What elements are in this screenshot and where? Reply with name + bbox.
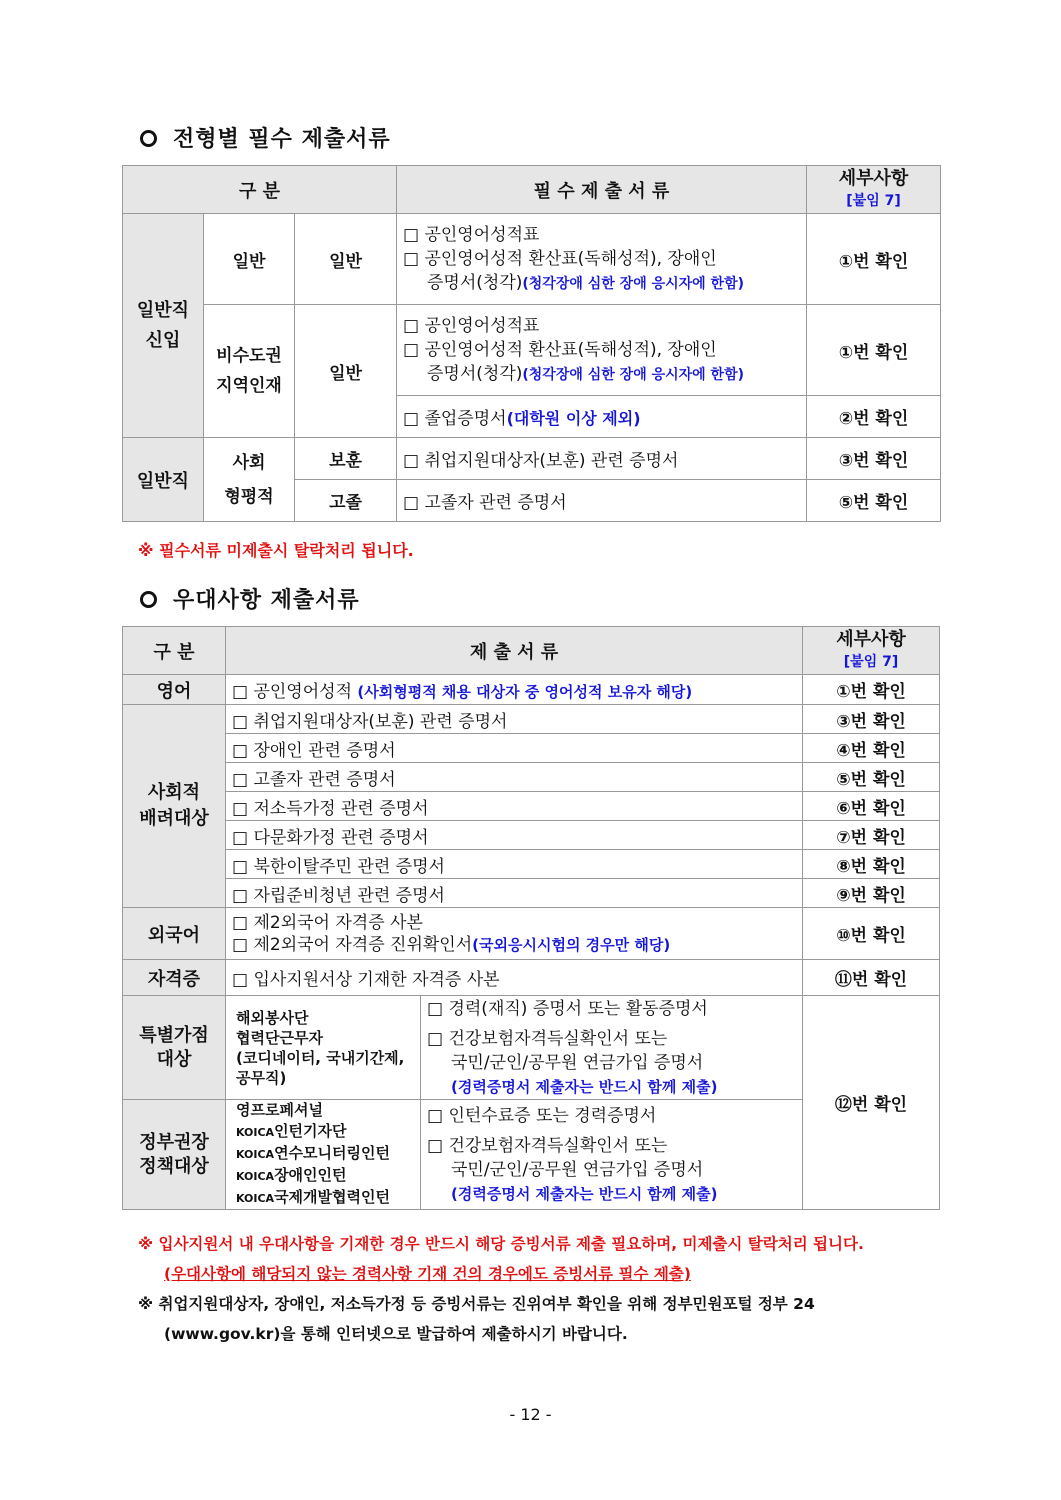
row5-sub2: 고졸 [295, 480, 397, 522]
circle-bullet-icon [140, 591, 157, 608]
social-detail: ⑤번 확인 [803, 763, 940, 792]
social-detail: ⑥번 확인 [803, 792, 940, 821]
social-detail: ⑧번 확인 [803, 850, 940, 879]
social-detail: ⑦번 확인 [803, 821, 940, 850]
row1-sub1: 일반 [204, 214, 295, 305]
social-doc: □ 저소득가정 관련 증명서 [226, 792, 803, 821]
social-doc: □ 고졸자 관련 증명서 [226, 763, 803, 792]
english-docs: □ 공인영어성적 (사회형평적 채용 대상자 중 영어성적 보유자 해당) [226, 675, 803, 705]
license-docs: □ 입사지원서상 기재한 자격증 사본 [226, 960, 803, 996]
special-sub: 해외봉사단 협력단근무자 (코디네이터, 국내기간제, 공무직) [226, 996, 421, 1100]
row4-docs: □ 취업지원대상자(보훈) 관련 증명서 [397, 438, 807, 480]
section2-note2: ※ 취업지원대상자, 장애인, 저소득가정 등 증빙서류는 진위여부 확인을 위해 정부민원포털 정부 24 [138, 1295, 815, 1313]
row2-docs: □ 공인영어성적표 □ 공인영어성적 환산표(독해성적), 장애인 증명서(청각)(청각장애 심한 장애 응시자에 한함) [397, 305, 807, 396]
group-general-new: 일반직 신입 [123, 214, 204, 438]
row1-sub2: 일반 [295, 214, 397, 305]
section2-note2b: (www.gov.kr)을 통해 인터넷으로 발급하여 제출하시기 바랍니다. [164, 1325, 628, 1343]
row4-sub2: 보훈 [295, 438, 397, 480]
header-docs: 필 수 제 출 서 류 [397, 166, 807, 214]
header2-category: 구 분 [123, 627, 226, 675]
license-detail: ⑪번 확인 [803, 960, 940, 996]
required-docs-table [122, 165, 941, 522]
section1-title: 전형별 필수 제출서류 [140, 122, 391, 153]
row4-detail: ③번 확인 [807, 438, 941, 480]
header2-detail: 세부사항 [붙임 7] [803, 627, 940, 675]
header2-docs: 제 출 서 류 [226, 627, 803, 675]
section1-note: ※ 필수서류 미제출시 탈락처리 됩니다. [138, 541, 414, 560]
social-detail: ④번 확인 [803, 734, 940, 763]
foreign-label: 외국어 [123, 908, 226, 960]
english-detail: ①번 확인 [803, 675, 940, 705]
social-doc: □ 취업지원대상자(보훈) 관련 증명서 [226, 705, 803, 734]
header-category: 구 분 [123, 166, 397, 214]
row5-docs: □ 고졸자 관련 증명서 [397, 480, 807, 522]
english-label: 영어 [123, 675, 226, 705]
gov-sub: 영프로페셔널 KOICA인턴기자단 KOICA연수모니터링인턴 KOICA장애인인턴 KOICA국제개발협력인턴 [226, 1100, 421, 1210]
row5-detail: ⑤번 확인 [807, 480, 941, 522]
special-detail: ⑫번 확인 [803, 996, 940, 1210]
gov-label: 정부권장 정책대상 [123, 1100, 226, 1210]
row2-sub1: 비수도권 지역인재 [204, 305, 295, 438]
social-label: 사회적 배려대상 [123, 705, 226, 908]
social-detail: ⑨번 확인 [803, 879, 940, 908]
header-detail: 세부사항 [붙임 7] [807, 166, 941, 214]
special-docs: □ 경력(재직) 증명서 또는 활동증명서 □ 건강보험자격득실확인서 또는 국민/군인/공무원 연금가입 증명서 (경력증명서 제출자는 반드시 함께 제출) [421, 996, 803, 1100]
social-doc: □ 자립준비청년 관련 증명서 [226, 879, 803, 908]
row3-docs: □ 졸업증명서(대학원 이상 제외) [397, 396, 807, 438]
preference-docs-table [122, 626, 940, 1210]
row2-detail: ①번 확인 [807, 305, 941, 396]
special-label: 특별가점 대상 [123, 996, 226, 1100]
social-doc: □ 장애인 관련 증명서 [226, 734, 803, 763]
social-doc: □ 다문화가정 관련 증명서 [226, 821, 803, 850]
circle-bullet-icon [140, 130, 157, 147]
foreign-docs: □ 제2외국어 자격증 사본 □ 제2외국어 자격증 진위확인서(국외응시시험의 경우만 해당) [226, 908, 803, 960]
social-detail: ③번 확인 [803, 705, 940, 734]
license-label: 자격증 [123, 960, 226, 996]
section2-note1b: (우대사항에 해당되지 않는 경력사항 기재 건의 경우에도 증빙서류 필수 제출) [164, 1265, 691, 1283]
gov-docs: □ 인턴수료증 또는 경력증명서 □ 건강보험자격득실확인서 또는 국민/군인/공무원 연금가입 증명서 (경력증명서 제출자는 반드시 함께 제출) [421, 1100, 803, 1210]
row2-sub2: 일반 [295, 305, 397, 438]
foreign-detail: ⑩번 확인 [803, 908, 940, 960]
page-number: - 12 - [509, 1405, 552, 1424]
social-doc: □ 북한이탈주민 관련 증명서 [226, 850, 803, 879]
row1-detail: ①번 확인 [807, 214, 941, 305]
row3-detail: ②번 확인 [807, 396, 941, 438]
section2-title: 우대사항 제출서류 [140, 583, 360, 614]
row4-sub1: 사회 형평적 [204, 438, 295, 522]
row1-docs: □ 공인영어성적표 □ 공인영어성적 환산표(독해성적), 장애인 증명서(청각)(청각장애 심한 장애 응시자에 한함) [397, 214, 807, 305]
section2-note1: ※ 입사지원서 내 우대사항을 기재한 경우 반드시 해당 증빙서류 제출 필요하며, 미제출시 탈락처리 됩니다. [138, 1235, 864, 1253]
group-general: 일반직 [123, 438, 204, 522]
